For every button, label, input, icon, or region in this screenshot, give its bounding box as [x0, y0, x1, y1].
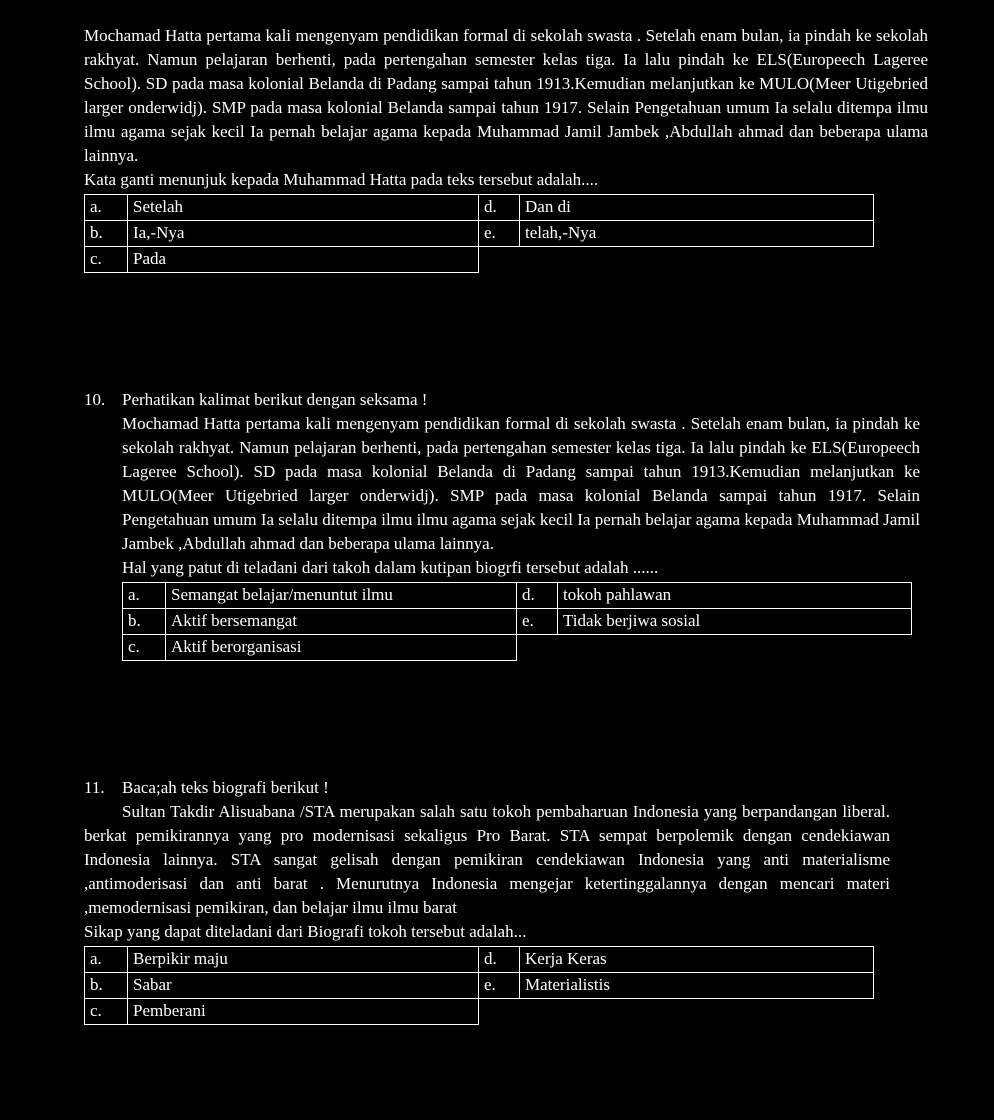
option-value-d[interactable]: tokoh pahlawan [558, 583, 912, 609]
table-cell-empty [479, 247, 520, 273]
question-lead: Perhatikan kalimat berikut dengan seksama ! [122, 390, 428, 409]
option-key-e[interactable]: e. [517, 609, 558, 635]
option-value-b[interactable]: Ia,-Nya [128, 221, 479, 247]
table-row [85, 221, 874, 247]
options-table [84, 194, 874, 273]
question-body [122, 388, 930, 661]
option-value-e[interactable]: Tidak berjiwa sosial [558, 609, 912, 635]
passage-text: Mochamad Hatta pertama kali mengenyam pendidikan formal di sekolah swasta . Setelah enam bulan, ia pindah ke sekolah rakhyat. Namun pelajaran berhenti, pada pertengahan semester kelas tiga. Ia lalu pindah ke ELS(Europeech Lageree School). SD pada masa kolonial Belanda di Padang sampai tahun 1913.Kemudian melanjutkan ke MULO(Meer Utigebried larger onderwidj). SMP pada masa kolonial Belanda sampai tahun 1917. Selain Pengetahuan umum Ia selalu ditempa ilmu ilmu agama sejak kecil Ia pernah belajar agama kepada Muhammad Jamil Jambek ,Abdullah ahmad dan beberapa ulama lainnya. [122, 414, 920, 553]
option-key-e[interactable]: e. [479, 973, 520, 999]
option-key-b[interactable]: b. [85, 221, 128, 247]
table-cell-empty [517, 635, 558, 661]
question-prompt: Sikap yang dapat diteladani dari Biografi tokoh tersebut adalah... [84, 922, 527, 941]
option-key-b[interactable]: b. [85, 973, 128, 999]
table-cell-empty [520, 247, 874, 273]
option-key-c[interactable]: c. [85, 247, 128, 273]
option-value-b[interactable]: Aktif bersemangat [166, 609, 517, 635]
passage-text: Mochamad Hatta pertama kali mengenyam pendidikan formal di sekolah swasta . Setelah enam bulan, ia pindah ke sekolah rakhyat. Namun pelajaran berhenti, pada pertengahan semester kelas tiga. Ia lalu pindah ke ELS(Europeech Lageree School). SD pada masa kolonial Belanda di Padang sampai tahun 1913.Kemudian melanjutkan ke MULO(Meer Utigebried larger onderwidj). SMP pada masa kolonial Belanda sampai tahun 1917. Selain Pengetahuan umum Ia selalu ditempa ilmu ilmu agama sejak kecil Ia pernah belajar agama kepada Muhammad Jamil Jambek ,Abdullah ahmad dan beberapa ulama lainnya. [84, 26, 928, 165]
option-key-c[interactable]: c. [123, 635, 166, 661]
table-cell-empty [558, 635, 912, 661]
option-key-c[interactable]: c. [85, 999, 128, 1025]
option-key-a[interactable]: a. [123, 583, 166, 609]
option-key-d[interactable]: d. [479, 947, 520, 973]
question-lead: Baca;ah teks biografi berikut ! [122, 778, 329, 797]
table-row [85, 947, 874, 973]
passage-text: Sultan Takdir Alisuabana /STA merupakan salah satu tokoh pembaharuan Indonesia yang berpandangan liberal. berkat pemikirannya yang pro modernisasi sekaligus Pro Barat. STA sempat berpolemik dengan cendekiawan Indonesia lainnya. STA sangat gelisah dengan pemikiran cendekiawan Indonesia yang anti materialisme ,antimoderisasi dan anti barat . Menurutnya Indonesia mengejar ketertinggalannya dengan mencari materi ,memodernisasi pemikiran, dan belajar ilmu ilmu barat [84, 802, 890, 917]
option-key-d[interactable]: d. [479, 195, 520, 221]
question-number: 10. [84, 390, 106, 409]
option-key-a[interactable]: a. [85, 947, 128, 973]
table-row [123, 609, 912, 635]
options-table [122, 582, 912, 661]
question-prompt: Kata ganti menunjuk kepada Muhammad Hatta pada teks tersebut adalah.... [84, 170, 599, 189]
table-row [123, 635, 912, 661]
option-value-c[interactable]: Aktif berorganisasi [166, 635, 517, 661]
option-key-d[interactable]: d. [517, 583, 558, 609]
option-key-a[interactable]: a. [85, 195, 128, 221]
option-key-b[interactable]: b. [123, 609, 166, 635]
table-row [85, 999, 874, 1025]
question-block-11 [84, 776, 930, 1025]
option-value-e[interactable]: Materialistis [520, 973, 874, 999]
question-block-10 [84, 388, 930, 661]
option-value-e[interactable]: telah,-Nya [520, 221, 874, 247]
table-cell-empty [520, 999, 874, 1025]
question-row [84, 776, 930, 1025]
option-value-d[interactable]: Kerja Keras [520, 947, 874, 973]
option-value-c[interactable]: Pada [128, 247, 479, 273]
table-row [85, 973, 874, 999]
question-row [84, 388, 930, 661]
question-block-9 [84, 24, 930, 273]
option-key-e[interactable]: e. [479, 221, 520, 247]
option-value-a[interactable]: Semangat belajar/menuntut ilmu [166, 583, 517, 609]
table-row [85, 195, 874, 221]
question-body [84, 24, 930, 273]
option-value-a[interactable]: Setelah [128, 195, 479, 221]
table-row [123, 583, 912, 609]
question-row [84, 24, 930, 273]
table-row [85, 247, 874, 273]
option-value-a[interactable]: Berpikir maju [128, 947, 479, 973]
option-value-c[interactable]: Pemberani [128, 999, 479, 1025]
question-prompt: Hal yang patut di teladani dari takoh dalam kutipan biogrfi tersebut adalah ...... [122, 558, 659, 577]
option-value-d[interactable]: Dan di [520, 195, 874, 221]
options-table [84, 946, 874, 1025]
option-value-b[interactable]: Sabar [128, 973, 479, 999]
question-number: 11. [84, 778, 105, 797]
table-cell-empty [479, 999, 520, 1025]
